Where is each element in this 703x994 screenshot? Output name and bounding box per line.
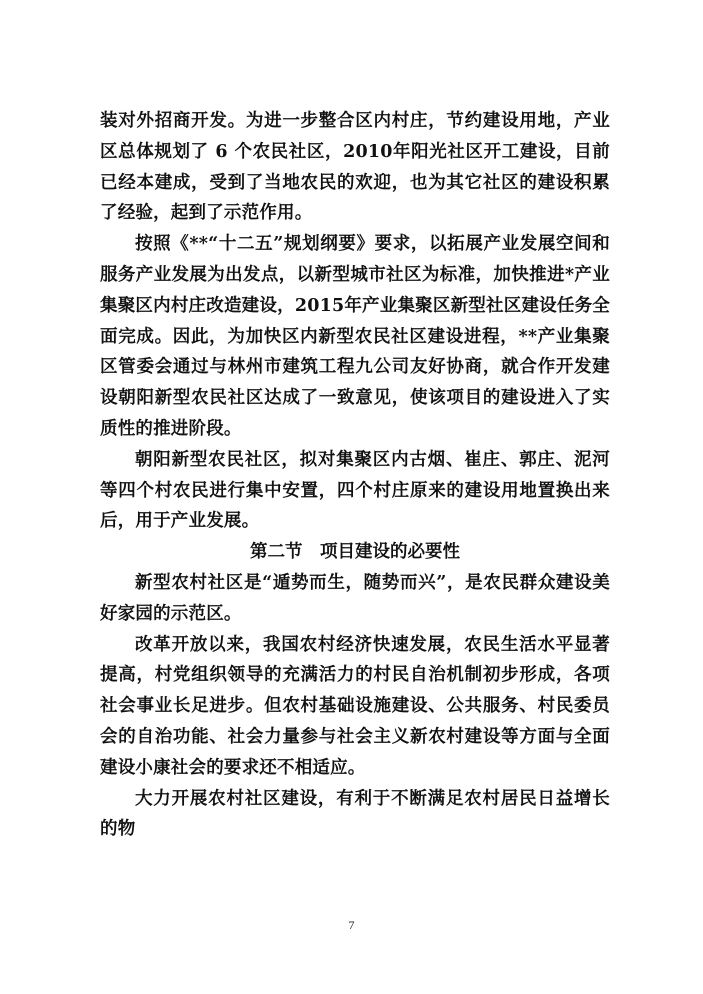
paragraph-reform-opening: 改革开放以来，我国农村经济快速发展，农民生活水平显著提高，村党组织领导的充满活力的村民自治机制初步形成，各项社会事业长足进步。但农村基础设施建设、公共服务、村民委员会的自治功能、社会力量参与社会主义新农村建设等方面与全面建设小康社会的要求还不相适应。 bbox=[100, 634, 610, 778]
paragraph-community-development: 大力开展农村社区建设，有利于不断满足农村居民日益增长的物 bbox=[100, 788, 610, 840]
document-body bbox=[100, 106, 610, 845]
paragraph-chaoyang-community: 朝阳新型农民社区，拟对集聚区内古烟、崔庄、郭庄、泥河等四个村农民进行集中安置，四个村庄原来的建设用地置换出来后，用于产业发展。 bbox=[100, 449, 610, 532]
page-number: 7 bbox=[348, 918, 355, 932]
section-heading: 第二节 项目建设的必要性 bbox=[250, 542, 460, 563]
paragraph-new-rural-community: 新型农村社区是“遁势而生，随势而兴”，是农民群众建设美好家园的示范区。 bbox=[100, 572, 610, 624]
paragraph-planning-outline: 按照《**“十二五”规划纲要》要求，以拓展产业发展空间和服务产业发展为出发点，以新型城市社区为标准，加快推进*产业集聚区内村庄改造建设，2015年产业集聚区新型社区建设任务全面完成。因此，为加快区内新型农民社区建设进程，**产业集聚区管委会通过与林州市建筑工程九公司友好协商，就合作开发建设朝阳新型农民社区达成了一致意见，使该项目的建设进入了实质性的推进阶段。 bbox=[100, 234, 610, 439]
paragraph-continuation: 装对外招商开发。为进一步整合区内村庄，节约建设用地，产业区总体规划了 6 个农民社区，2010年阳光社区开工建设，目前已经本建成，受到了当地农民的欢迎，也为其它社区的建设积累了经验，起到了示范作用。 bbox=[100, 111, 610, 224]
